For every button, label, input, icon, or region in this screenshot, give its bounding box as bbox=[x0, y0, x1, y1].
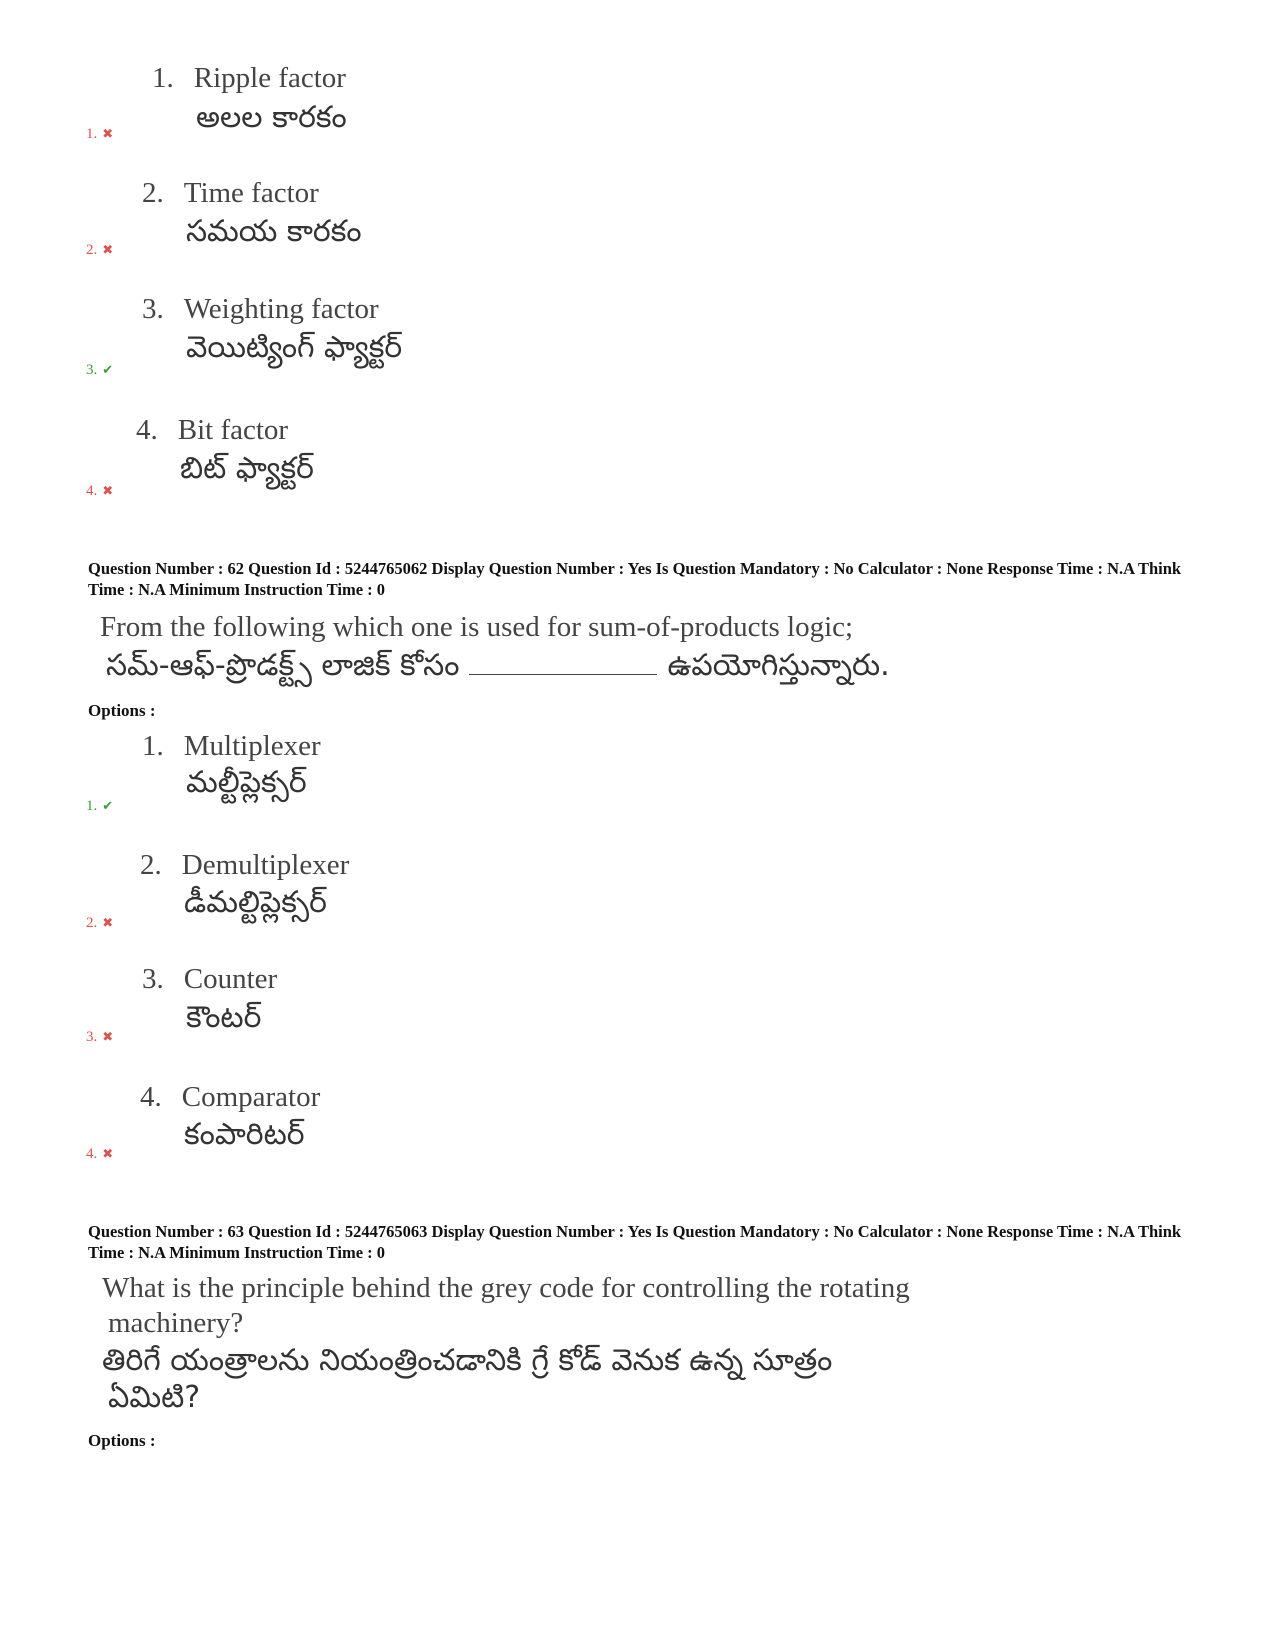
option-text-te: డీమల్టిప్లెక్సర్ bbox=[184, 885, 327, 920]
question-text-te-63-line1: తిరిగే యంత్రాలను నియంత్రించడానికి గ్రే కోడ్ వెనుక ఉన్న సూత్రం bbox=[102, 1343, 833, 1378]
option-text-en: Comparator bbox=[181, 1081, 321, 1113]
cross-icon: ✖ bbox=[102, 1029, 114, 1044]
option-text-en: Multiplexer bbox=[183, 730, 321, 762]
question-text-te-63-line2: ఏమిటి? bbox=[108, 1380, 201, 1415]
cross-icon: ✖ bbox=[102, 483, 114, 498]
option-text-en: Weighting factor bbox=[183, 293, 379, 325]
question-te-after: ఉపయోగిస్తున్నారు. bbox=[667, 648, 890, 683]
option-marker: 2. bbox=[86, 915, 98, 931]
question-text-te-62 bbox=[106, 648, 890, 690]
option-marker: 4. bbox=[86, 1146, 98, 1162]
option-marker: 3. bbox=[86, 362, 98, 378]
option-number: 3. bbox=[142, 293, 164, 325]
question-te-before: సమ్-ఆఫ్-ప్రొడక్ట్స్ లాజిక్ కోసం bbox=[106, 648, 460, 683]
option-text-te: బిట్ ఫ్యాక్టర్ bbox=[180, 451, 314, 486]
options-label: Options : bbox=[88, 1431, 156, 1450]
option-number: 4. bbox=[140, 1081, 162, 1113]
answer-blank bbox=[469, 673, 657, 675]
option-marker: 1. bbox=[86, 126, 98, 142]
question-text-en-62: From the following which one is used for sum-of-products logic; bbox=[100, 611, 854, 643]
option-text-te: కంపారిటర్ bbox=[184, 1117, 305, 1152]
options-label: Options : bbox=[88, 701, 156, 720]
option-marker: 1. bbox=[86, 798, 98, 814]
option-text-en: Ripple factor bbox=[193, 62, 346, 94]
question-text-en-63-line2: machinery? bbox=[108, 1307, 244, 1339]
check-icon: ✔ bbox=[102, 362, 114, 377]
check-icon: ✔ bbox=[102, 798, 114, 813]
option-text-te: మల్టీప్లెక్సర్ bbox=[186, 765, 307, 800]
option-text-en: Demultiplexer bbox=[181, 849, 350, 881]
option-marker: 3. bbox=[86, 1029, 98, 1045]
option-text-te: వెయిట్యింగ్ ఫ్యాక్టర్ bbox=[186, 330, 403, 365]
question-meta-62: Question Number : 62 Question Id : 5244765062 Display Question Number : Yes Is Question Mandatory : No Calculator : None Response Time : N.A Think Time : N.A Minimum Instruction Time : 0 bbox=[88, 559, 1182, 599]
cross-icon: ✖ bbox=[102, 242, 114, 257]
option-text-te: సమయ కారకం bbox=[186, 214, 362, 249]
option-marker: 2. bbox=[86, 242, 98, 258]
question-text-en-63-line1: What is the principle behind the grey code for controlling the rotating bbox=[102, 1272, 910, 1304]
option-number: 4. bbox=[136, 414, 158, 446]
option-number: 2. bbox=[140, 849, 162, 881]
option-text-te: అలల కారకం bbox=[196, 100, 347, 135]
cross-icon: ✖ bbox=[102, 1146, 114, 1161]
option-number: 3. bbox=[142, 963, 164, 995]
option-number: 2. bbox=[142, 177, 164, 209]
option-text-en: Time factor bbox=[183, 177, 319, 209]
cross-icon: ✖ bbox=[102, 126, 114, 141]
question-meta-63: Question Number : 63 Question Id : 5244765063 Display Question Number : Yes Is Question Mandatory : No Calculator : None Response Time : N.A Think Time : N.A Minimum Instruction Time : 0 bbox=[88, 1222, 1182, 1262]
option-text-te: కౌంటర్ bbox=[186, 1000, 262, 1035]
option-marker: 4. bbox=[86, 483, 98, 499]
cross-icon: ✖ bbox=[102, 915, 114, 930]
option-number: 1. bbox=[152, 62, 174, 94]
option-text-en: Bit factor bbox=[177, 414, 289, 446]
option-text-en: Counter bbox=[183, 963, 278, 995]
option-number: 1. bbox=[142, 730, 164, 762]
